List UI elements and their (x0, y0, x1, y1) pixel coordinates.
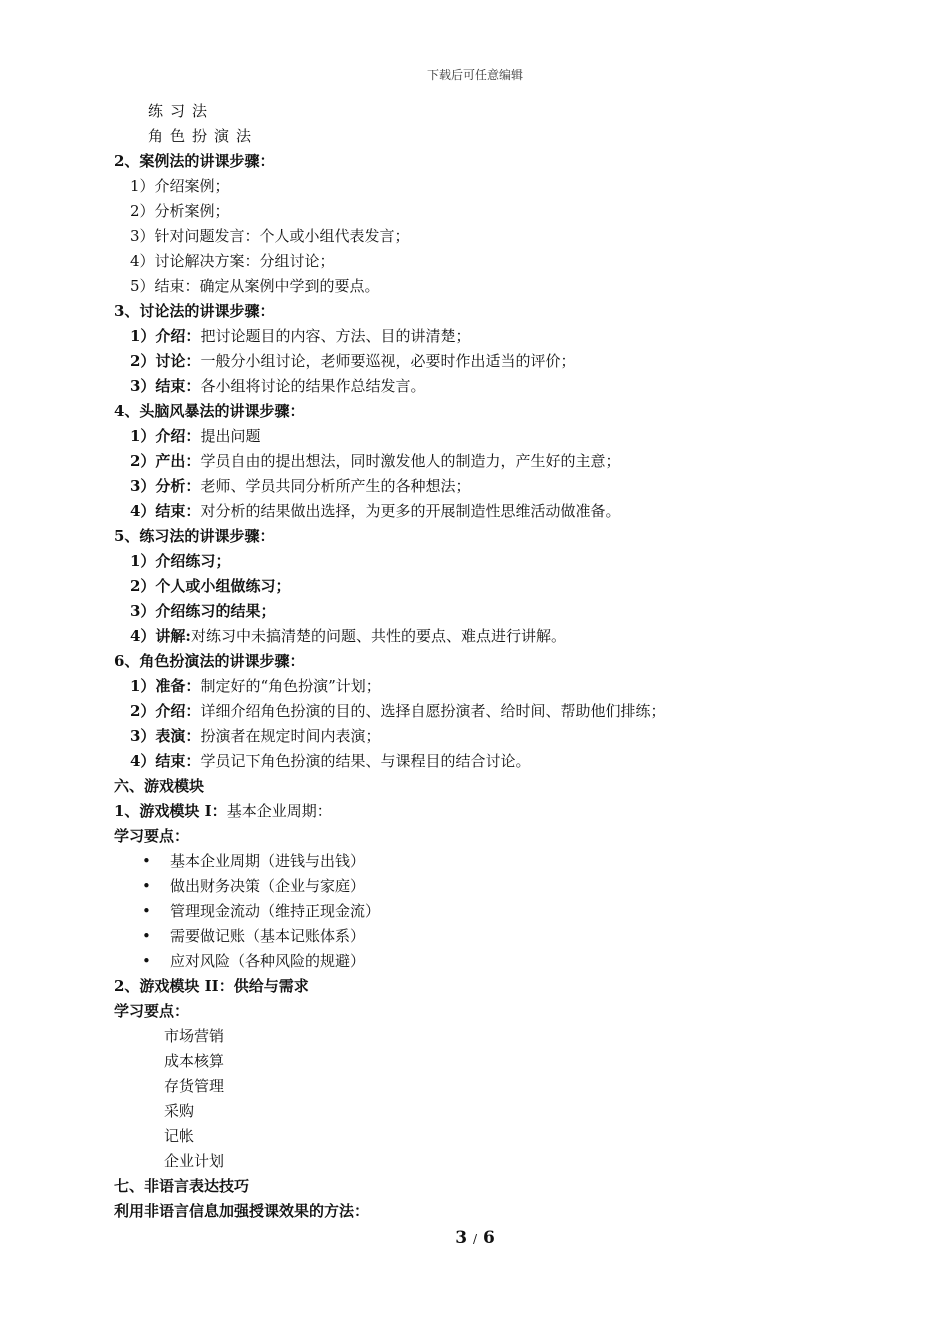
step-label: 1）介绍练习； (130, 552, 231, 570)
step-item (114, 224, 854, 249)
bullet-icon: • (142, 952, 151, 970)
step-item (114, 674, 854, 699)
step-label: 3）分析： (130, 477, 201, 495)
bullet-text: 需要做记账（基本记账体系） (170, 927, 366, 945)
step-label: 3） (130, 227, 155, 245)
step-item (114, 624, 854, 649)
points-label: 学习要点： (114, 1002, 190, 1020)
step-item (114, 499, 854, 524)
bullet-item (114, 949, 854, 974)
step-label: 4）结束： (130, 752, 201, 770)
step-text: 学员记下角色扮演的结果、与课程目的结合讨论。 (200, 752, 531, 770)
section-title: 2、案例法的讲课步骤： (114, 152, 275, 170)
step-label: 2）个人或小组做练习； (130, 577, 291, 595)
step-item (114, 349, 854, 374)
step-text: 详细介绍角色扮演的目的、选择自愿扮演者、给时间、帮助他们排练； (200, 702, 666, 720)
step-label: 4）讲解: (130, 627, 191, 645)
method-item: 角色扮演法 (148, 127, 259, 145)
section-title: 3、讨论法的讲课步骤： (114, 302, 275, 320)
step-text: 各小组将讨论的结果作总结发言。 (200, 377, 426, 395)
bullet-item (114, 899, 854, 924)
method-item: 练习法 (148, 102, 215, 120)
step-item (114, 699, 854, 724)
step-item (114, 449, 854, 474)
module-title (114, 799, 854, 824)
step-text: 提出问题 (200, 427, 261, 445)
step-label: 5） (130, 277, 155, 295)
step-label: 2）介绍： (130, 702, 201, 720)
step-label: 2）产出： (130, 452, 201, 470)
list-item: 企业计划 (164, 1152, 225, 1170)
page-number (0, 1228, 950, 1248)
section-title: 5、练习法的讲课步骤： (114, 527, 275, 545)
list-item: 记帐 (164, 1127, 195, 1145)
step-item (114, 424, 854, 449)
step-text: 一般分小组讨论，老师要巡视，必要时作出适当的评价； (200, 352, 576, 370)
step-label: 1）准备： (130, 677, 201, 695)
step-text: 学员自由的提出想法，同时激发他人的制造力，产生好的主意； (200, 452, 621, 470)
step-label: 1）介绍： (130, 327, 201, 345)
list-item: 市场营销 (164, 1027, 225, 1045)
step-item (114, 549, 854, 574)
step-item (114, 749, 854, 774)
step-item (114, 599, 854, 624)
module1-points (114, 849, 854, 974)
step-label: 2）讨论： (130, 352, 201, 370)
module2-points (114, 1024, 854, 1174)
module-title: 2、游戏模块 II：供给与需求 (114, 977, 309, 995)
bullet-item (114, 874, 854, 899)
step-text: 分析案例； (154, 202, 230, 220)
page-separator: / (472, 1232, 478, 1246)
step-text: 对练习中未搞清楚的问题、共性的要点、难点进行讲解。 (190, 627, 566, 645)
step-label: 3）介绍练习的结果； (130, 602, 276, 620)
step-label: 2） (130, 202, 155, 220)
step-label: 3）表演： (130, 727, 201, 745)
step-label: 1） (130, 177, 155, 195)
page-header: 下载后可任意编辑 (426, 68, 523, 82)
step-text: 扮演者在规定时间内表演； (200, 727, 381, 745)
step-text: 结束：确定从案例中学到的要点。 (154, 277, 380, 295)
bullet-icon: • (142, 877, 151, 895)
step-item (114, 249, 854, 274)
step-item (114, 724, 854, 749)
list-item: 采购 (164, 1102, 195, 1120)
step-text: 讨论解决方案：分组讨论； (154, 252, 335, 270)
document-body (114, 99, 854, 1224)
step-text: 制定好的“角色扮演”计划； (200, 677, 381, 695)
section-title: 4、头脑风暴法的讲课步骤： (114, 402, 305, 420)
section-title: 6、角色扮演法的讲课步骤： (114, 652, 305, 670)
step-item (114, 174, 854, 199)
list-item: 存货管理 (164, 1077, 225, 1095)
step-item (114, 274, 854, 299)
module-title-bold: 1、游戏模块 I： (114, 802, 227, 820)
bullet-icon: • (142, 902, 151, 920)
module-title-rest: 基本企业周期： (226, 802, 332, 820)
step-text: 对分析的结果做出选择，为更多的开展制造性思维活动做准备。 (200, 502, 621, 520)
step-text: 介绍案例； (154, 177, 230, 195)
bullet-item (114, 849, 854, 874)
step-item (114, 199, 854, 224)
list-item: 成本核算 (164, 1052, 225, 1070)
step-label: 1）介绍： (130, 427, 201, 445)
step-item (114, 374, 854, 399)
bullet-text: 管理现金流动（维持正现金流） (170, 902, 381, 920)
bullet-text: 做出财务决策（企业与家庭） (170, 877, 366, 895)
step-text: 把讨论题目的内容、方法、目的讲清楚； (200, 327, 471, 345)
page-total: 6 (482, 1228, 495, 1248)
step-item (114, 574, 854, 599)
chapter-title: 七、非语言表达技巧 (114, 1177, 250, 1195)
points-label: 学习要点： (114, 827, 190, 845)
bullet-item (114, 924, 854, 949)
page-current: 3 (455, 1228, 468, 1248)
step-text: 老师、学员共同分析所产生的各种想法； (200, 477, 471, 495)
step-text: 针对问题发言：个人或小组代表发言； (154, 227, 410, 245)
chapter-subtitle: 利用非语言信息加强授课效果的方法： (114, 1202, 370, 1220)
sections-container (114, 149, 854, 774)
bullet-text: 应对风险（各种风险的规避） (170, 952, 366, 970)
step-item (114, 474, 854, 499)
step-label: 4）结束： (130, 502, 201, 520)
bullet-icon: • (142, 927, 151, 945)
bullet-icon: • (142, 852, 151, 870)
step-label: 3）结束： (130, 377, 201, 395)
chapter-title: 六、游戏模块 (114, 777, 205, 795)
step-item (114, 324, 854, 349)
bullet-text: 基本企业周期（进钱与出钱） (170, 852, 366, 870)
step-label: 4） (130, 252, 155, 270)
